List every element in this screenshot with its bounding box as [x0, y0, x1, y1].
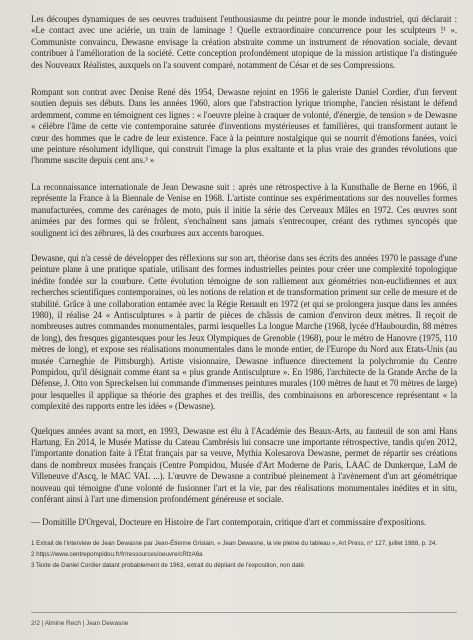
page-footer: 2/2 | Almine Rech | Jean Dewasne: [31, 620, 129, 627]
footnote-1: 1 Extrait de l'interview de Jean Dewasne par Jean-Étienne Grislain, « Jean Dewasne, la vie pleine du tableau », Art Press, n° 127, juillet 1988, p. 24.: [31, 540, 438, 548]
author-credit: — Domitille D'Orgeval, Docteure en Histoire de l'art contemporain, critique d'art et commissaire d'expositions.: [31, 517, 427, 528]
paragraph-2: Rompant son contrat avec Denise René dès 1954, Dewasne rejoint en 1956 le galeriste Daniel Cordier, d'un fervent soutien depuis ses débuts. Dans les années 1960, alors que l'abstraction lyrique triomphe, l'ancien résistant le défend ardemment, comme en témoignent ces lignes : « l'oeuvre pleine à craquer de volonté, d'énergie, de tension » de Dewasne « célèbre l'âme de cette vie contemporaine saturée d'inventions mystérieuses et familières, qui transforment autant le cœur des hommes que le cadre de leur existence. Face à la peinture nostalgique qui se nourrit d'émotions fanées, voici une peinture résolument idyllique, qui construit l'image la plus exaltante et la plus vraie des grandes révolutions que l'homme suscite depuis cent ans.³ »: [31, 87, 457, 166]
paragraph-5: Quelques années avant sa mort, en 1993, Dewasne est élu à l'Académie des Beaux-Arts, au fauteuil de son ami Hans Hartung. En 2014, le Musée Matisse du Cateau Cambrésis lui consacre une importante rétrospective, tandis qu'en 2012, l'importante donation faite à l'État français par sa veuve, Mythia Kolesarova Dewasne, permet de répartir ses créations dans de nombreux musées français (Centre Pompidou, Musée d'Art Moderne de Paris, LAAC de Dunkerque, LaM de Villeneuve d'Ascq, le MAC VAL ...). L'œuvre de Dewasne a contribué pleinement à l'avènement d'un art géométrique nouveau qui témoigne d'une volonté de fusionner l'art et la vie, par des réalisations monumentales inédites et in situ, conférant ainsi à l'art une dimension profondément généreuse et sociale.: [31, 425, 457, 505]
paragraph-3: La reconnaissance internationale de Jean Dewasne suit : après une rétrospective à la Kunsthalle de Berne en 1966, il représente la France à la Biennale de Venise en 1968. L'artiste continue ses expérimentations sur des nouvelles formes manufacturées, comme des carénages de moto, puis il initie la série des Cerveaux Mâles en 1972. Ces œuvres sont animées par des formes qui se frôlent, s'enchaînent sans jamais s'entrecouper, créant des rythmes syncopés que soulignent ici des zébrures, là des courbures aux accents baroques.: [31, 181, 457, 238]
paragraph-1: Les découpes dynamiques de ses oeuvres traduisent l'enthousiasme du peintre pour le monde industriel, qui déclarait : «Le contact avec une aciérie, un train de laminage ! Quelle extraordinaire concurrence pour les sculpteurs !¹ ». Communiste convaincu, Dewasne envisage la création abstraite comme un instrument de rénovation sociale, devant contribuer à l'amélioration de la société. Cette conception profondément utopique de la mission artistique l'a distinguée des Nouveaux Réalistes, auxquels on l'a souvent comparé, notamment de César et de ses Compressions.: [31, 14, 457, 70]
footnote-3: 3 Texte de Daniel Cordier datant probablement de 1963, extrait du dépliant de l'exposition, non daté.: [31, 561, 306, 569]
paragraph-4: Dewasne, qui n'a cessé de développer des réflexions sur son art, théorise dans ses écrits des années 1970 le passage d'une peinture plane à une pratique spatiale, utilisant des formes industrielles peintes pour créer une complexité topologique inédite fondée sur la courbure. Cette évolution témoigne de son ralliement aux géométries non-euclidiennes et aux recherches scientifiques contemporaines, où les notions de relation et de transformation priment sur celle de mesure et de stabilité. Grâce à une collaboration entamée avec la Régie Renault en 1972 (et qui se prolongera jusque dans les années 1980), il réalise 24 « Antisculptures » à partir de pièces de châssis de camion d'environ deux mètres. Il reçoit de nombreuses autres commandes monumentales, parmi lesquelles La longue Marche (1968, lycée d'Haubourdin, 88 mètres de long), des fresques gigantesques pour les Jeux Olympiques de Grenoble (1968), pour le métro de Hanovre (1975, 110 mètres de long), et expose ses réalisations monumentales dans le monde entier, de l'Europe du Nord aux Etats-Unis (au musée Carneghie de Pittsburgh). Artiste visionnaire, Dewasne influence directement la polychromie du Centre Pompidou, qu'il désignait comme étant sa « plus grande Antisculpture ». En 1986, l'architecte de la Grande Arche de la Défense, J. Otto von Spreckelsen lui commande d'immenses peintures murales (100 mètres de haut et 70 mètres de large) pour lesquelles il applique sa théorie des graphes et des treillis, des combinaisons en arborescence représentant « la complexité des rapports entre les idées » (Dewasne).: [31, 252, 457, 412]
footnotes: [31, 540, 457, 570]
footnote-2[interactable]: 2 https://www.centrepompidou.fr/fr/ressources/oeuvre/cRfzA6a: [31, 551, 203, 559]
footer-divider: [31, 612, 457, 613]
